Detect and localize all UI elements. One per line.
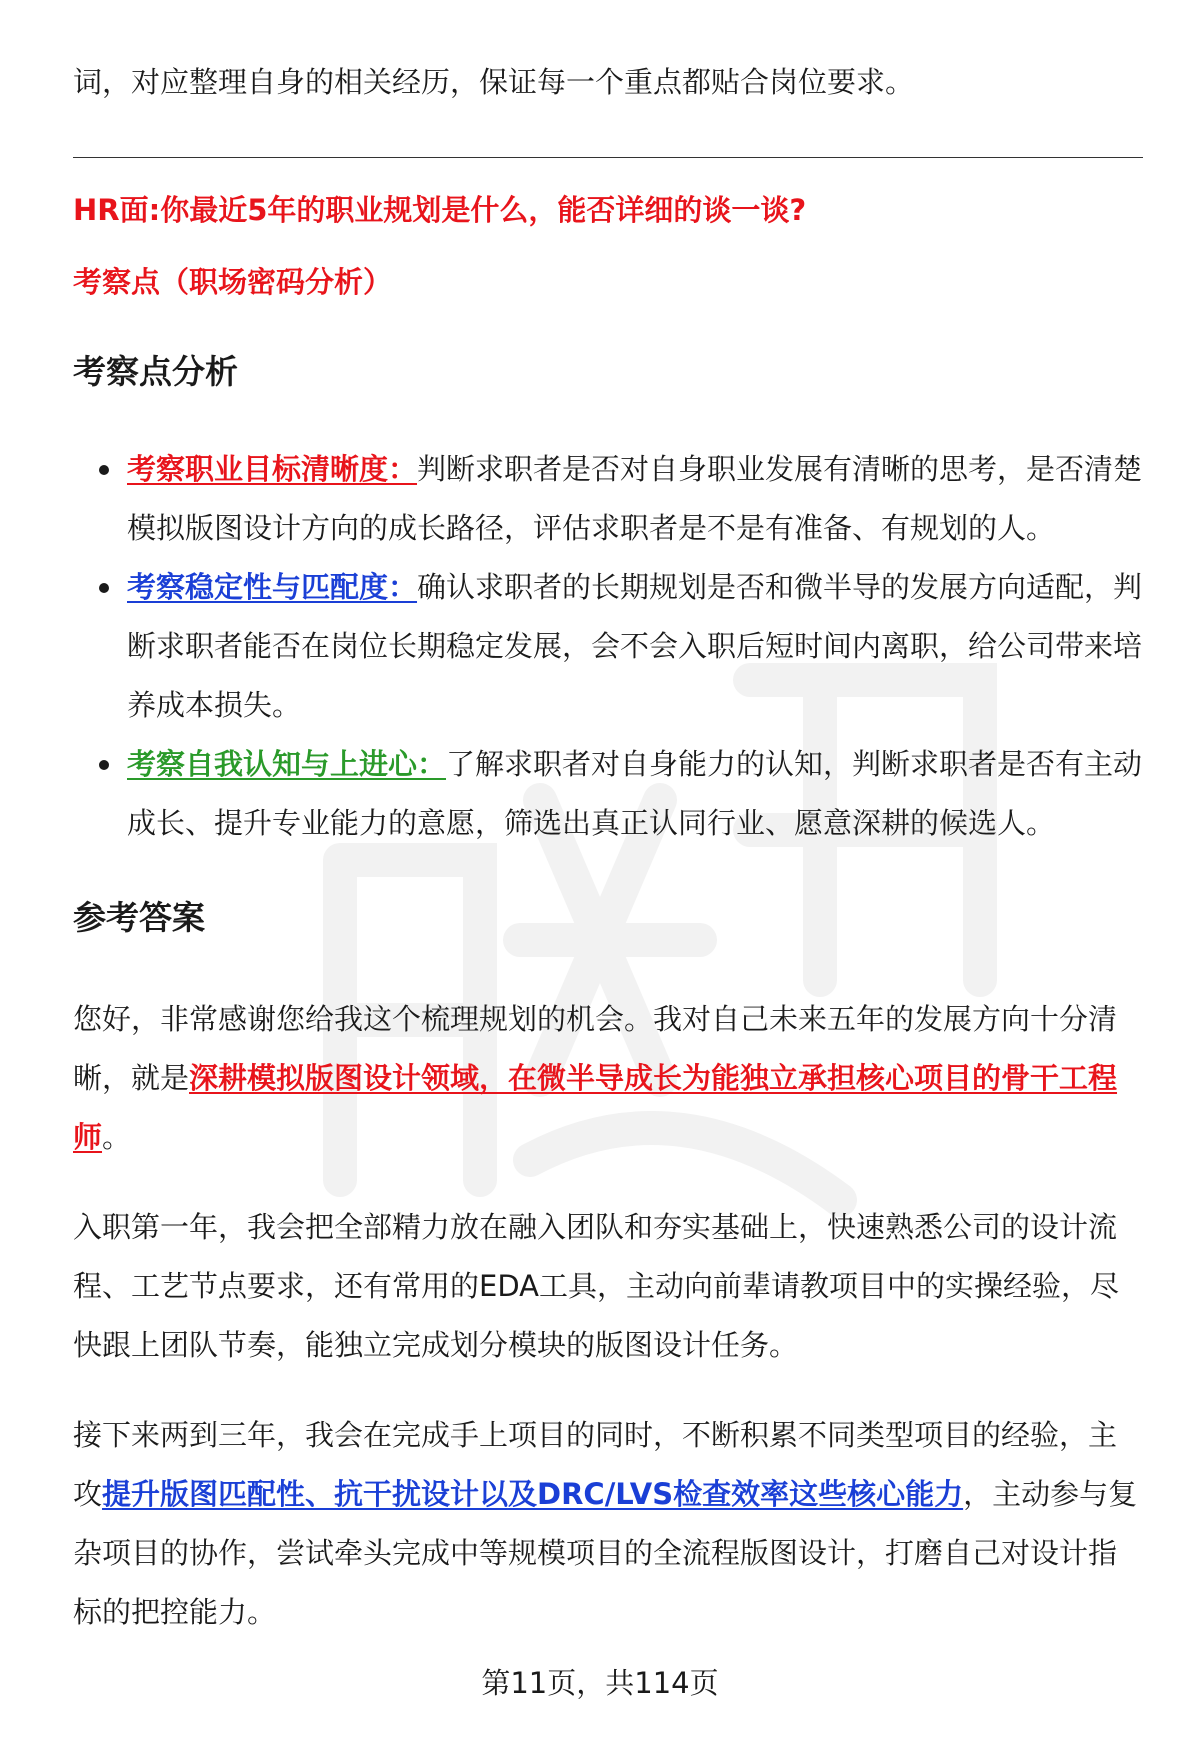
- bullet-text: 了解求职者对自身能力的认知，判断求职者是否有主动成长、提升专业能力的意愿，筛选出真正认同行业、愿意深耕的候选人。: [127, 747, 1143, 840]
- bullet-text: 判断求职者是否对自身职业发展有清晰的思考，是否清楚模拟版图设计方向的成长路径，评估求职者是不是有准备、有规划的人。: [127, 452, 1143, 545]
- bullet-item-goal-clarity: [73, 440, 1143, 558]
- page-number: 第11页，共114页: [481, 1666, 719, 1700]
- answer-paragraph-3: [73, 1406, 1143, 1642]
- answer-p3-text: 接下来两到三年，我会在完成手上项目的同时，不断积累不同类型项目的经验，主攻: [73, 1418, 1118, 1511]
- bullet-label: 考察职业目标清晰度：: [127, 452, 418, 486]
- bullet-item-stability: [73, 558, 1143, 735]
- interview-question: HR面:你最近5年的职业规划是什么，能否详细的谈一谈?: [73, 193, 807, 227]
- bullet-item-self-awareness: [73, 735, 1143, 853]
- answer-p1-text: 您好，非常感谢您给我这个梳理规划的机会。我对自己未来五年的发展方向十分清晰，就是: [73, 1002, 1118, 1095]
- section-divider: [73, 157, 1143, 158]
- analysis-heading: 考察点分析: [73, 352, 238, 391]
- bullet-dot-icon: [99, 465, 109, 475]
- answer-p1-end: 。: [102, 1120, 132, 1154]
- analysis-bullet-list: [73, 440, 1143, 853]
- exam-point-title: 考察点（职场密码分析）: [73, 265, 393, 299]
- bullet-label: 考察稳定性与匹配度：: [127, 570, 418, 604]
- continued-text-line: 词，对应整理自身的相关经历，保证每一个重点都贴合岗位要求。: [73, 65, 915, 99]
- answer-paragraph-1: [73, 990, 1143, 1167]
- bullet-label: 考察自我认知与上进心：: [127, 747, 447, 781]
- answer-p3-highlight: 提升版图匹配性、抗干扰设计以及DRC/LVS检查效率这些核心能力: [102, 1477, 964, 1511]
- answer-p1-highlight: 深耕模拟版图设计领域，在微半导成长为能独立承担核心项目的骨干工程师: [73, 1061, 1118, 1154]
- bullet-text: 确认求职者的长期规划是否和微半导的发展方向适配，判断求职者能否在岗位长期稳定发展，会不会入职后短时间内离职，给公司带来培养成本损失。: [127, 570, 1143, 722]
- bullet-dot-icon: [99, 760, 109, 770]
- answer-paragraph-2: 入职第一年，我会把全部精力放在融入团队和夯实基础上，快速熟悉公司的设计流程、工艺节点要求，还有常用的EDA工具，主动向前辈请教项目中的实操经验，尽快跟上团队节奏，能独立完成划分模块的版图设计任务。: [73, 1210, 1119, 1362]
- bullet-dot-icon: [99, 583, 109, 593]
- answer-heading: 参考答案: [73, 898, 205, 937]
- answer-p3-end: ，主动参与复杂项目的协作，尝试牵头完成中等规模项目的全流程版图设计，打磨自己对设计指标的把控能力。: [73, 1477, 1138, 1629]
